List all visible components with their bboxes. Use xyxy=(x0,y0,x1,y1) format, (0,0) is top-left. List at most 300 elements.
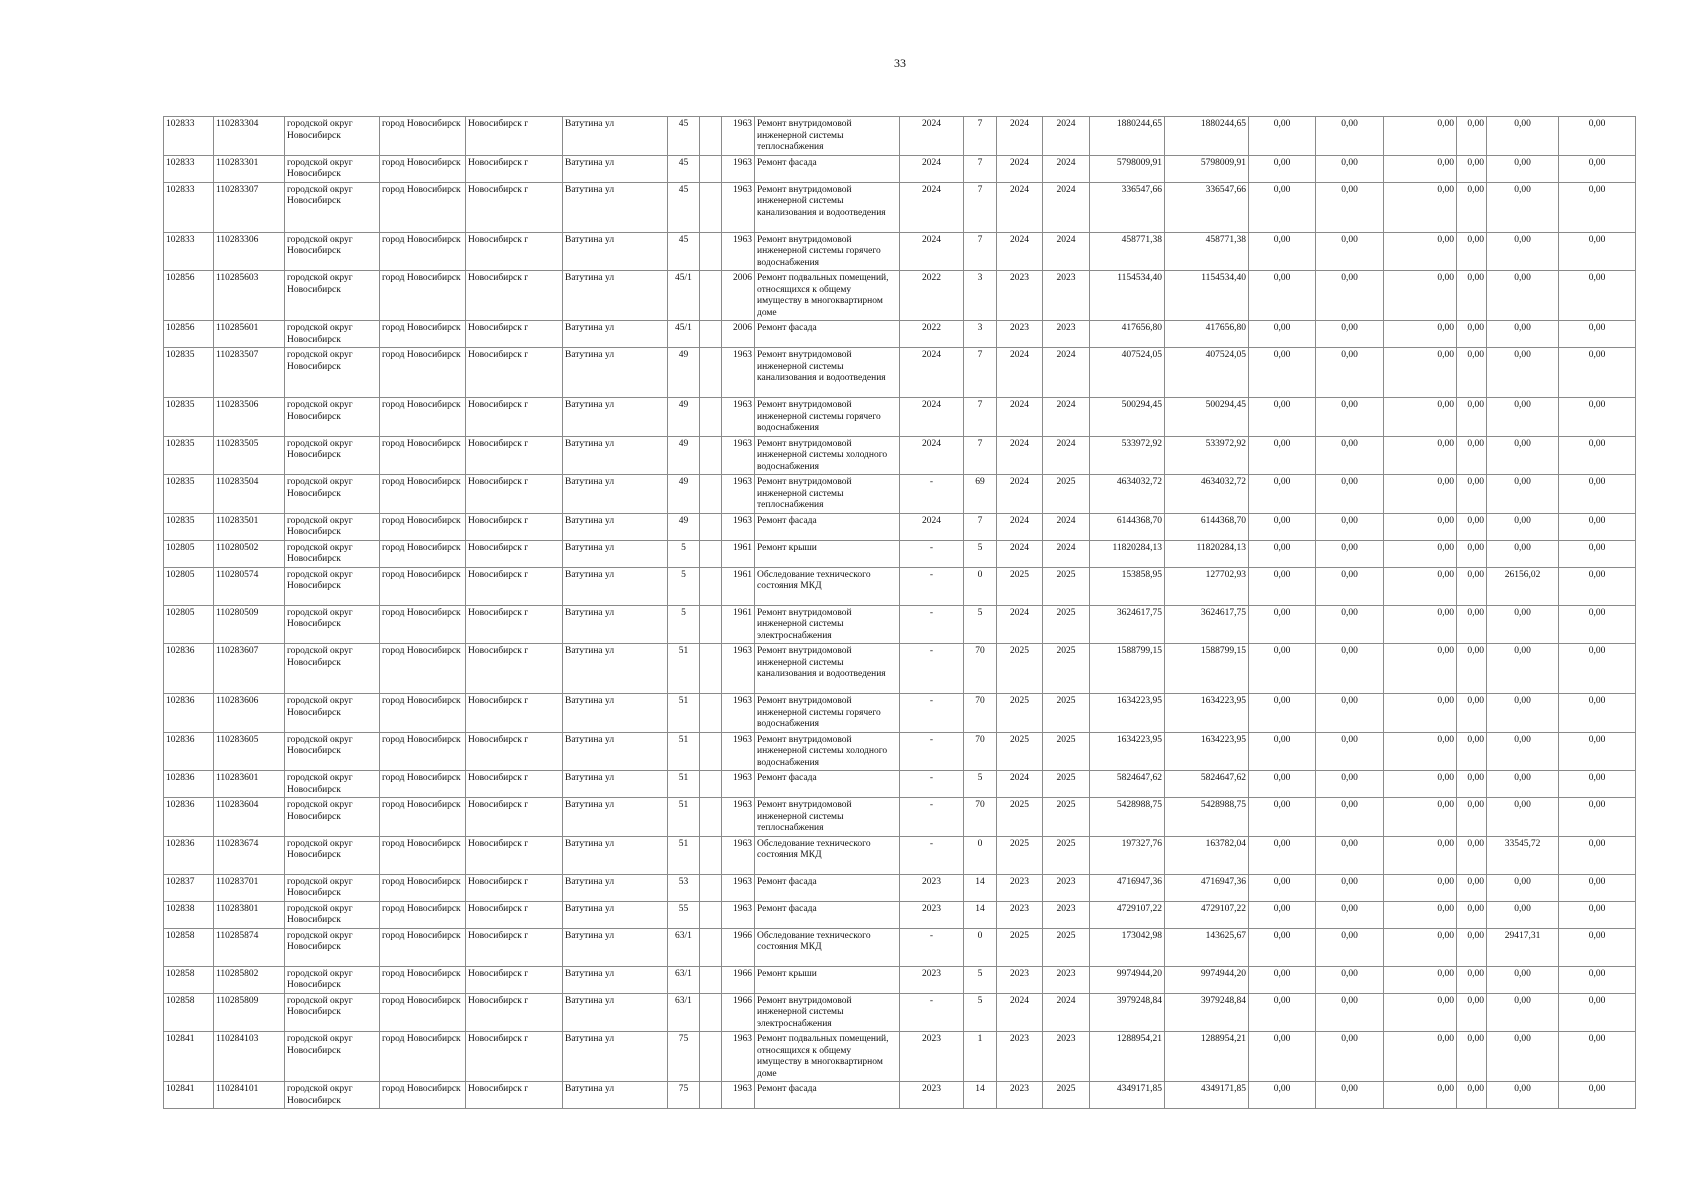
table-cell: город Новосибирск xyxy=(380,928,466,966)
table-cell: 2025 xyxy=(997,732,1043,771)
table-cell: Ремонт крыши xyxy=(755,966,900,993)
table-cell: 0,00 xyxy=(1249,798,1316,837)
table-cell: 0,00 xyxy=(1249,271,1316,321)
table-cell: Ватутина ул xyxy=(563,732,668,771)
table-cell: 0,00 xyxy=(1559,475,1636,514)
table-cell: Новосибирск г xyxy=(466,271,563,321)
table-cell: 0,00 xyxy=(1559,605,1636,644)
table-cell: - xyxy=(900,694,964,733)
table-cell: 110285809 xyxy=(214,993,285,1032)
table-cell: 4716947,36 xyxy=(1165,874,1249,901)
table-cell: Новосибирск г xyxy=(466,605,563,644)
table-cell xyxy=(700,232,722,271)
table-cell xyxy=(700,321,722,348)
table-cell: 2024 xyxy=(900,348,964,398)
table-cell xyxy=(700,798,722,837)
table-cell: - xyxy=(900,644,964,694)
table-cell: 45 xyxy=(668,232,700,271)
table-row xyxy=(164,644,1636,694)
table-cell: 5824647,62 xyxy=(1165,771,1249,798)
table-row xyxy=(164,513,1636,540)
table-cell: 102841 xyxy=(164,1032,214,1082)
table-cell: 2023 xyxy=(997,321,1043,348)
table-cell: 110283501 xyxy=(214,513,285,540)
table-cell: 0,00 xyxy=(1384,1032,1457,1082)
table-cell: 197327,76 xyxy=(1090,836,1165,874)
table-row xyxy=(164,475,1636,514)
table-cell: 1963 xyxy=(722,836,755,874)
table-row xyxy=(164,966,1636,993)
table-cell: Ремонт внутридомовой инженерной системы теплоснабжения xyxy=(755,117,900,156)
table-cell: 102841 xyxy=(164,1082,214,1109)
table-cell: 0,00 xyxy=(1384,398,1457,437)
table-cell: 63/1 xyxy=(668,928,700,966)
table-cell: 0,00 xyxy=(1487,475,1559,514)
table-cell: 0,00 xyxy=(1457,993,1487,1032)
table-cell: 0,00 xyxy=(1384,966,1457,993)
table-cell: Ремонт подвальных помещений, относящихся к общему имуществу в многоквартирном доме xyxy=(755,1032,900,1082)
table-cell: город Новосибирск xyxy=(380,155,466,182)
table-cell: городской округ Новосибирск xyxy=(285,901,380,928)
table-cell: 1 xyxy=(964,1032,997,1082)
table-cell: городской округ Новосибирск xyxy=(285,540,380,567)
table-cell: 0,00 xyxy=(1384,271,1457,321)
table-cell: 173042,98 xyxy=(1090,928,1165,966)
table-cell: 0,00 xyxy=(1316,155,1384,182)
table-cell: городской округ Новосибирск xyxy=(285,475,380,514)
table-cell: 0,00 xyxy=(1487,605,1559,644)
table-cell: 2024 xyxy=(1043,348,1090,398)
table-cell: 0,00 xyxy=(1316,798,1384,837)
table-cell: город Новосибирск xyxy=(380,475,466,514)
table-cell: 4634032,72 xyxy=(1090,475,1165,514)
table-row xyxy=(164,540,1636,567)
table-cell: 45/1 xyxy=(668,321,700,348)
table-cell: 0,00 xyxy=(1559,874,1636,901)
table-cell: Новосибирск г xyxy=(466,436,563,475)
table-cell: 110280574 xyxy=(214,567,285,605)
table-cell: 51 xyxy=(668,694,700,733)
table-cell: город Новосибирск xyxy=(380,232,466,271)
table-cell: городской округ Новосибирск xyxy=(285,771,380,798)
table-cell: 0,00 xyxy=(1384,540,1457,567)
table-cell: 0,00 xyxy=(1457,966,1487,993)
table-cell: 70 xyxy=(964,798,997,837)
table-cell: Ремонт внутридомовой инженерной системы теплоснабжения xyxy=(755,798,900,837)
table-cell: 2025 xyxy=(997,644,1043,694)
table-cell: городской округ Новосибирск xyxy=(285,694,380,733)
table-cell xyxy=(700,993,722,1032)
table-cell: 0,00 xyxy=(1316,1032,1384,1082)
table-cell: город Новосибирск xyxy=(380,1082,466,1109)
table-cell: 5 xyxy=(964,966,997,993)
table-cell: 2023 xyxy=(900,1082,964,1109)
table-cell: городской округ Новосибирск xyxy=(285,182,380,232)
table-row xyxy=(164,117,1636,156)
table-cell: городской округ Новосибирск xyxy=(285,232,380,271)
table-cell: 0,00 xyxy=(1249,694,1316,733)
table-cell: город Новосибирск xyxy=(380,513,466,540)
table-cell: 11820284,13 xyxy=(1165,540,1249,567)
table-cell: 9974944,20 xyxy=(1090,966,1165,993)
table-cell: город Новосибирск xyxy=(380,567,466,605)
table-row xyxy=(164,232,1636,271)
table-cell: 7 xyxy=(964,155,997,182)
table-cell: 0,00 xyxy=(1384,1082,1457,1109)
table-cell: 69 xyxy=(964,475,997,514)
table-cell: город Новосибирск xyxy=(380,732,466,771)
table-cell: 2023 xyxy=(997,1082,1043,1109)
table-cell: 153858,95 xyxy=(1090,567,1165,605)
table-cell: городской округ Новосибирск xyxy=(285,874,380,901)
table-cell: 0,00 xyxy=(1457,271,1487,321)
table-cell: 1963 xyxy=(722,1032,755,1082)
table-cell: 0,00 xyxy=(1384,155,1457,182)
table-cell: Новосибирск г xyxy=(466,348,563,398)
table-cell: Новосибирск г xyxy=(466,1082,563,1109)
table-cell: Ремонт внутридомовой инженерной системы горячего водоснабжения xyxy=(755,694,900,733)
table-cell: 102838 xyxy=(164,901,214,928)
table-cell: Ремонт фасада xyxy=(755,513,900,540)
table-cell: 75 xyxy=(668,1032,700,1082)
table-cell: 1880244,65 xyxy=(1165,117,1249,156)
table-cell: город Новосибирск xyxy=(380,436,466,475)
table-cell: 2023 xyxy=(1043,1032,1090,1082)
table-cell: 2023 xyxy=(900,901,964,928)
table-cell: 110283507 xyxy=(214,348,285,398)
table-cell: 533972,92 xyxy=(1090,436,1165,475)
table-cell: 5 xyxy=(668,567,700,605)
table-cell: 0,00 xyxy=(1559,836,1636,874)
table-cell: 2022 xyxy=(900,321,964,348)
table-cell: 0,00 xyxy=(1249,644,1316,694)
table-cell: 0,00 xyxy=(1249,475,1316,514)
table-cell: 0,00 xyxy=(1559,348,1636,398)
table-cell: 417656,80 xyxy=(1090,321,1165,348)
table-cell xyxy=(700,928,722,966)
table-cell: 3624617,75 xyxy=(1165,605,1249,644)
table-row xyxy=(164,321,1636,348)
table-cell: 0,00 xyxy=(1457,874,1487,901)
table-row xyxy=(164,398,1636,437)
table-cell: 14 xyxy=(964,1082,997,1109)
table-cell xyxy=(700,1032,722,1082)
table-cell: 5 xyxy=(668,540,700,567)
table-cell: 2024 xyxy=(997,771,1043,798)
table-cell: городской округ Новосибирск xyxy=(285,271,380,321)
table-cell: 102837 xyxy=(164,874,214,901)
table-cell: Новосибирск г xyxy=(466,475,563,514)
table-cell: 0,00 xyxy=(1457,901,1487,928)
table-cell: 0,00 xyxy=(1384,348,1457,398)
table-cell: 14 xyxy=(964,901,997,928)
table-cell: 0,00 xyxy=(1559,798,1636,837)
table-cell xyxy=(700,436,722,475)
table-cell: 70 xyxy=(964,644,997,694)
table-cell: 0,00 xyxy=(1559,182,1636,232)
table-cell: городской округ Новосибирск xyxy=(285,732,380,771)
table-cell: 2023 xyxy=(900,874,964,901)
table-cell: Ремонт внутридомовой инженерной системы холодного водоснабжения xyxy=(755,732,900,771)
table-cell xyxy=(700,694,722,733)
table-cell: 0,00 xyxy=(1249,928,1316,966)
table-body xyxy=(164,117,1636,1109)
table-cell: 45 xyxy=(668,182,700,232)
table-cell: - xyxy=(900,475,964,514)
table-cell: Ватутина ул xyxy=(563,901,668,928)
table-cell: 49 xyxy=(668,398,700,437)
table-cell: 1288954,21 xyxy=(1090,1032,1165,1082)
table-cell: 1963 xyxy=(722,232,755,271)
table-cell: 2023 xyxy=(997,1032,1043,1082)
table-cell: 1961 xyxy=(722,567,755,605)
table-cell: 0,00 xyxy=(1316,771,1384,798)
table-cell xyxy=(700,836,722,874)
table-cell: 1963 xyxy=(722,398,755,437)
table-cell: 0,00 xyxy=(1457,567,1487,605)
table-cell: 1880244,65 xyxy=(1090,117,1165,156)
table-cell: 110283306 xyxy=(214,232,285,271)
table-cell: 2024 xyxy=(997,348,1043,398)
table-cell: 2024 xyxy=(1043,182,1090,232)
table-cell: город Новосибирск xyxy=(380,182,466,232)
table-cell: 0,00 xyxy=(1457,694,1487,733)
table-cell: Ватутина ул xyxy=(563,874,668,901)
table-cell: городской округ Новосибирск xyxy=(285,321,380,348)
table-cell: 2023 xyxy=(997,874,1043,901)
table-cell: 2025 xyxy=(1043,644,1090,694)
table-cell: Новосибирск г xyxy=(466,117,563,156)
table-row xyxy=(164,348,1636,398)
table-cell: Новосибирск г xyxy=(466,771,563,798)
table-cell: 0,00 xyxy=(1457,182,1487,232)
table-cell: Ватутина ул xyxy=(563,540,668,567)
table-cell: 55 xyxy=(668,901,700,928)
table-cell: Ремонт фасада xyxy=(755,874,900,901)
table-cell: город Новосибирск xyxy=(380,771,466,798)
program-table xyxy=(163,116,1636,1109)
table-cell: 0,00 xyxy=(1457,771,1487,798)
table-cell: Ватутина ул xyxy=(563,436,668,475)
table-cell: городской округ Новосибирск xyxy=(285,1032,380,1082)
table-cell: городской округ Новосибирск xyxy=(285,513,380,540)
table-cell: 2024 xyxy=(1043,436,1090,475)
table-cell: 1963 xyxy=(722,436,755,475)
table-cell: 102836 xyxy=(164,771,214,798)
table-cell: 0,00 xyxy=(1316,694,1384,733)
table-cell: Ремонт внутридомовой инженерной системы канализования и водоотведения xyxy=(755,348,900,398)
table-cell: Обследование технического состояния МКД xyxy=(755,928,900,966)
table-cell: 7 xyxy=(964,348,997,398)
table-cell: 0,00 xyxy=(1487,271,1559,321)
table-cell: 2024 xyxy=(1043,513,1090,540)
table-cell: 1634223,95 xyxy=(1165,694,1249,733)
page-number: 33 xyxy=(894,56,906,70)
table-cell: 0,00 xyxy=(1384,605,1457,644)
table-cell: город Новосибирск xyxy=(380,874,466,901)
table-cell: Новосибирск г xyxy=(466,182,563,232)
table-cell xyxy=(700,605,722,644)
table-cell: 0,00 xyxy=(1249,901,1316,928)
table-cell: 0 xyxy=(964,928,997,966)
table-cell: 102835 xyxy=(164,348,214,398)
table-cell: 0,00 xyxy=(1384,928,1457,966)
table-cell: 1966 xyxy=(722,966,755,993)
table-cell: - xyxy=(900,567,964,605)
table-cell: городской округ Новосибирск xyxy=(285,567,380,605)
table-cell: 49 xyxy=(668,348,700,398)
table-row xyxy=(164,798,1636,837)
table-cell: 2024 xyxy=(1043,398,1090,437)
table-cell: 1288954,21 xyxy=(1165,1032,1249,1082)
table-cell: 2024 xyxy=(997,117,1043,156)
table-cell: 533972,92 xyxy=(1165,436,1249,475)
table-cell: 0,00 xyxy=(1249,117,1316,156)
table-cell: 102858 xyxy=(164,928,214,966)
table-cell: 2025 xyxy=(1043,836,1090,874)
table-cell: 0,00 xyxy=(1384,475,1457,514)
table-cell: 7 xyxy=(964,182,997,232)
table-row xyxy=(164,271,1636,321)
table-cell: 2023 xyxy=(997,271,1043,321)
table-cell: город Новосибирск xyxy=(380,798,466,837)
table-cell: 5428988,75 xyxy=(1165,798,1249,837)
table-cell: 0,00 xyxy=(1457,1032,1487,1082)
table-cell: 110283801 xyxy=(214,901,285,928)
table-cell: 110285603 xyxy=(214,271,285,321)
table-cell: 0,00 xyxy=(1457,1082,1487,1109)
table-cell: 0,00 xyxy=(1457,475,1487,514)
table-cell: город Новосибирск xyxy=(380,117,466,156)
table-cell: 3979248,84 xyxy=(1165,993,1249,1032)
table-cell: 0,00 xyxy=(1487,1032,1559,1082)
table-cell: 2024 xyxy=(997,513,1043,540)
table-cell: 0,00 xyxy=(1249,348,1316,398)
table-cell: 0,00 xyxy=(1559,155,1636,182)
table-cell: 0,00 xyxy=(1316,271,1384,321)
table-cell: 0,00 xyxy=(1457,798,1487,837)
table-cell: 0,00 xyxy=(1457,436,1487,475)
table-cell: 102836 xyxy=(164,836,214,874)
table-cell: 0,00 xyxy=(1559,567,1636,605)
table-cell: 29417,31 xyxy=(1487,928,1559,966)
table-cell: 0,00 xyxy=(1316,901,1384,928)
table-cell: Ремонт фасада xyxy=(755,1082,900,1109)
table-cell: город Новосибирск xyxy=(380,993,466,1032)
table-cell: 49 xyxy=(668,475,700,514)
table-cell: Ватутина ул xyxy=(563,182,668,232)
table-cell: 0,00 xyxy=(1487,966,1559,993)
table-cell: 2024 xyxy=(997,155,1043,182)
table-row xyxy=(164,436,1636,475)
table-cell: 51 xyxy=(668,732,700,771)
table-cell: городской округ Новосибирск xyxy=(285,117,380,156)
table-cell: 102858 xyxy=(164,993,214,1032)
table-cell: 5798009,91 xyxy=(1165,155,1249,182)
table-cell: Ватутина ул xyxy=(563,117,668,156)
table-cell: 0,00 xyxy=(1487,398,1559,437)
table-cell: город Новосибирск xyxy=(380,901,466,928)
table-cell: 0,00 xyxy=(1487,155,1559,182)
table-cell: Ватутина ул xyxy=(563,155,668,182)
table-cell: 0,00 xyxy=(1249,232,1316,271)
table-cell: - xyxy=(900,928,964,966)
table-cell: 0,00 xyxy=(1384,567,1457,605)
table-cell: городской округ Новосибирск xyxy=(285,928,380,966)
table-cell: 70 xyxy=(964,694,997,733)
table-cell: 2024 xyxy=(900,155,964,182)
table-cell: 0,00 xyxy=(1457,348,1487,398)
table-cell: Ремонт внутридомовой инженерной системы электроснабжения xyxy=(755,605,900,644)
table-cell: 110284103 xyxy=(214,1032,285,1082)
table-cell: 0,00 xyxy=(1316,928,1384,966)
table-cell: Ремонт внутридомовой инженерной системы теплоснабжения xyxy=(755,475,900,514)
table-cell: 1963 xyxy=(722,798,755,837)
table-cell: 2025 xyxy=(1043,798,1090,837)
table-cell: 0,00 xyxy=(1316,567,1384,605)
table-cell: 7 xyxy=(964,436,997,475)
table-cell: городской округ Новосибирск xyxy=(285,798,380,837)
table-cell: 0,00 xyxy=(1249,993,1316,1032)
table-cell: 0,00 xyxy=(1249,771,1316,798)
table-cell: 102805 xyxy=(164,540,214,567)
table-cell: 0,00 xyxy=(1316,644,1384,694)
table-cell: 0,00 xyxy=(1487,732,1559,771)
table-cell: 5 xyxy=(964,993,997,1032)
table-cell: 2024 xyxy=(1043,993,1090,1032)
table-cell: 0,00 xyxy=(1384,771,1457,798)
table-cell: 102836 xyxy=(164,732,214,771)
table-cell: 70 xyxy=(964,732,997,771)
table-row xyxy=(164,732,1636,771)
table-cell: 110283505 xyxy=(214,436,285,475)
table-cell: 0,00 xyxy=(1487,117,1559,156)
table-cell: город Новосибирск xyxy=(380,398,466,437)
table-cell: 2023 xyxy=(997,966,1043,993)
table-cell: 2024 xyxy=(997,182,1043,232)
table-row xyxy=(164,567,1636,605)
table-cell: Новосибирск г xyxy=(466,644,563,694)
table-cell: 1963 xyxy=(722,182,755,232)
table-cell: 0,00 xyxy=(1559,1082,1636,1109)
table-cell xyxy=(700,644,722,694)
table-row xyxy=(164,1082,1636,1109)
table-cell: Ремонт фасада xyxy=(755,321,900,348)
table-cell: 3624617,75 xyxy=(1090,605,1165,644)
table-cell: 0,00 xyxy=(1487,771,1559,798)
table-cell: 11820284,13 xyxy=(1090,540,1165,567)
table-cell: 1963 xyxy=(722,155,755,182)
table-cell: 0,00 xyxy=(1559,966,1636,993)
table-cell: 2024 xyxy=(997,475,1043,514)
table-cell: 0,00 xyxy=(1559,271,1636,321)
table-cell: Новосибирск г xyxy=(466,1032,563,1082)
table-cell: 0,00 xyxy=(1457,232,1487,271)
table-cell: 110283605 xyxy=(214,732,285,771)
table-cell: 102833 xyxy=(164,155,214,182)
table-cell: 500294,45 xyxy=(1090,398,1165,437)
table-cell: Ремонт фасада xyxy=(755,155,900,182)
table-cell: 33545,72 xyxy=(1487,836,1559,874)
table-cell: Ватутина ул xyxy=(563,798,668,837)
table-cell: город Новосибирск xyxy=(380,694,466,733)
table-cell: 110283307 xyxy=(214,182,285,232)
table-cell: 5 xyxy=(964,771,997,798)
table-cell: город Новосибирск xyxy=(380,271,466,321)
table-cell: 0,00 xyxy=(1316,398,1384,437)
table-cell: 0,00 xyxy=(1487,348,1559,398)
table-cell: 2023 xyxy=(1043,966,1090,993)
